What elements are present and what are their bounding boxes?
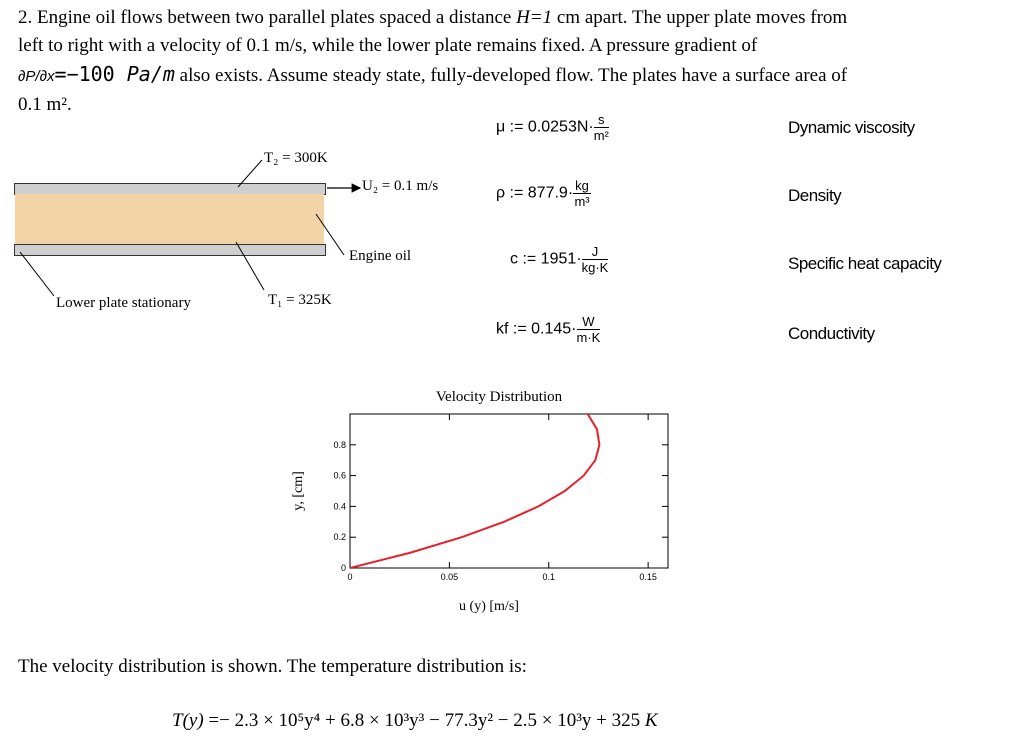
lower-plate-label: Lower plate stationary (56, 295, 191, 311)
viscosity-den: m² (593, 128, 609, 143)
density-symbol: ρ := 877.9· (496, 184, 574, 202)
density-num: kg (575, 178, 589, 193)
temp-eq-unit: K (644, 710, 658, 731)
y-tick-label: 0.2 (333, 532, 346, 543)
conductivity-den: m·K (576, 330, 601, 345)
velocity-curve (350, 385, 599, 568)
t1-label: T₁ = 325K (268, 292, 332, 308)
viscosity-num: s (594, 112, 609, 128)
problem-line-3: also exists. Assume steady state, fully-developed flow. The plates have a surface area of (174, 65, 848, 86)
velocity-note: The velocity distribution is shown. The temperature distribution is: (18, 656, 527, 677)
x-tick-label: 0.15 (639, 572, 657, 582)
problem-line-1: 2. Engine oil flows between two parallel plates spaced a distance (18, 7, 512, 28)
y-axis-label: y, [cm] (291, 471, 306, 511)
viscosity-symbol: μ := 0.0253N· (496, 118, 594, 136)
y-tick-label: 0 (340, 563, 346, 573)
gradient-value: =−100 (54, 62, 127, 86)
viscosity-eq (496, 112, 609, 143)
t2-label: T₂ = 300K (264, 150, 328, 166)
heat-capacity-symbol: c := 1951· (510, 250, 582, 268)
viscosity-unit (594, 112, 609, 143)
density-den: m³ (574, 194, 590, 209)
conductivity-unit (577, 314, 601, 345)
x-tick-label: 0 (347, 572, 353, 582)
problem-line-4: 0.1 m². (18, 94, 72, 115)
y-tick-label: 0.6 (333, 470, 346, 481)
density-eq (496, 178, 591, 209)
heat-capacity-den: kg·K (581, 260, 609, 275)
temp-eq-rhs: =− 2.3 × 10⁵y⁴ + 6.8 × 10³y³ − 77.3y² − 2.5 × 10³y + 325 (203, 710, 645, 731)
x-axis-label: u (y) [m/s] (459, 599, 519, 614)
y-tick-label: 0.8 (333, 439, 346, 450)
lower-leader (20, 252, 54, 296)
conductivity-symbol: kf := 0.145· (496, 320, 577, 338)
problem-line-1b: cm apart. The upper plate moves from (552, 7, 848, 28)
plot-frame (350, 414, 668, 568)
engine-oil-label: Engine oil (349, 248, 412, 264)
u2-label: U₂ = 0.1 m/s (362, 178, 439, 194)
y-tick-label: 0.4 (333, 501, 346, 512)
h-equation: H=1 (516, 7, 553, 28)
conductivity-eq (496, 314, 600, 345)
desc-density: Density (788, 186, 842, 205)
chart-title: Velocity Distribution (435, 389, 563, 405)
gradient-symbol: ∂P/∂x (18, 68, 55, 85)
temperature-equation (172, 710, 658, 732)
temp-eq-lhs: T(y) (172, 710, 204, 731)
density-unit (573, 178, 591, 209)
desc-viscosity: Dynamic viscosity (788, 118, 915, 137)
gradient-unit: Pa/m (126, 62, 175, 86)
heat-capacity-eq (510, 244, 608, 275)
desc-conductivity: Conductivity (788, 324, 875, 343)
x-tick-label: 0.05 (440, 572, 459, 582)
x-tick-label: 0.1 (542, 572, 556, 582)
problem-line-2: left to right with a velocity of 0.1 m/s, while the lower plate remains fixed. A pressure gradient of (18, 35, 758, 56)
oil-leader (316, 214, 344, 255)
desc-heat-capacity: Specific heat capacity (788, 254, 942, 273)
t2-leader (238, 160, 262, 187)
heat-capacity-num: J (582, 244, 609, 260)
conductivity-num: W (577, 314, 601, 330)
diagram-leaders (0, 0, 520, 330)
t1-leader (236, 242, 264, 290)
heat-capacity-unit (582, 244, 609, 275)
velocity-chart (270, 385, 710, 625)
